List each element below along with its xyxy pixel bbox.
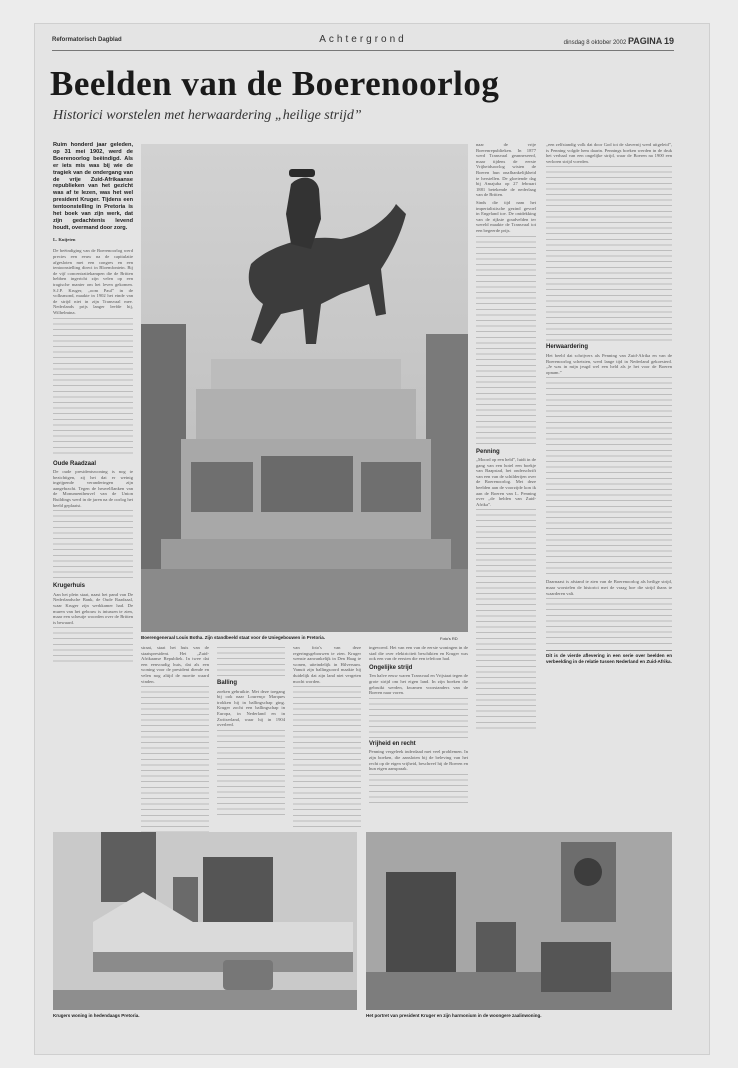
body-text: naar de vrije Boerenrepublieken. In 1877 werd Transvaal geannexeerd, maar tijdens de eerste Vrijheidsoorlog wisten de Boeren hun onafhankelijkheid te herstellen. De gloeiende dag bij Amajuba op 27 februari 1881 betekende de nederlaag van de Britten.	[476, 142, 536, 198]
text-block	[476, 509, 536, 729]
statue-caption: Boerengeneraal Louis Botha. Zijn standbeeld staat voor de Uniegebouwen in Pretoria.	[141, 635, 326, 640]
text-block	[53, 627, 133, 665]
series-footer: Dit is de vierde aflevering in een serie over beelden en verbeelding in de relatie tussen Nederland en Zuid-Afrika.	[546, 650, 672, 664]
page-label: PAGINA	[627, 36, 663, 46]
masthead	[52, 34, 674, 48]
photo-credit: Foto's RD	[440, 636, 458, 641]
column-2	[141, 645, 209, 838]
text-block	[546, 598, 672, 648]
text-block	[369, 774, 468, 804]
body-text: De oude presidentswoning is nog te bezichtigen, zij het dat er weinig ingrijpende veranderingen zijn aangebracht. Tegen de heuvelflanken van de Monumentheuvel van de Union Buildings werd in de jaren na de oorlog het beeld geplaatst.	[53, 469, 133, 508]
body-text: Aan het plein staat, naast het pand van De Nederlandsche Bank, de Oude Raadzaal, waar Kruger zijn werkkamer had. De muren van het gebouw is intussen te zien, maar een scheutje woorden over de Britten is bewaard.	[53, 591, 133, 625]
body-text: Ten halve eeuw waren Transvaal en Vrijstaat tegen de grote strijd om het eigen land. In zijn boeken die gebruikt werden, kwamen voorstanders van de Boeren naar voren.	[369, 673, 468, 696]
body-text: Het beeld dat schrijvers als Penning van Zuid-Afrika en van de Boerenoorlog schetsten, werd lange tijd in Nederland gekoesterd. „Je was in mijn jeugd wel een held als je het voor de Boeren opnam.”	[546, 352, 672, 375]
text-block	[546, 377, 672, 577]
body-text: De beëindiging van de Boerenoorlog werd precies een eeuw na de capitulatie afgesloten met een congres en een tentoonstelling direct in Bloemfontein. Bij de vijf concentratiekampen die de Britten hebben ingericht zijn velen op een tragische manier om het leven gekomen. S.J.P. Kruger, „oom Paul” in de volksmond, maakte in 1902 het einde van de strijd niet in zijn Transvaal mee. Nederlands prijs langer leefde hij, Wilhelmina.	[53, 248, 133, 315]
date-page	[564, 36, 674, 46]
subhead-herwaardering: Herwaardering	[546, 344, 589, 351]
statue-photo	[141, 144, 468, 632]
body-text: Daarnaast is afstand te zien van de Boerenoorlog als heilige strijd, maar worstelen de historici met de vraag hoe die strijd thans te waarderen valt.	[546, 579, 672, 596]
interior-illustration	[366, 832, 672, 1010]
text-block	[141, 686, 209, 836]
house-illustration	[53, 832, 357, 1010]
byline: L. Kuijeten	[53, 236, 76, 242]
text-block	[293, 686, 361, 831]
body-text: Penning vergeleek inderdaad met veel problemen. In zijn boeken, die aansloten bij de beleving van het recht op de eigen vrijheid, beschreef hij de Boeren en hun eigen aanspraak.	[369, 749, 468, 772]
column-5	[369, 645, 468, 806]
section-title: Achtergrond	[319, 34, 407, 45]
body-text: Sinds die tijd nam het imperialistische gezind gevoel in Engeland toe. De ontdekking van de rijkste goudvelden ter wereld maakte de Transvaal tot een begeerde prijs.	[476, 199, 536, 233]
article-subtitle: Historici worstelen met herwaardering „heilige strijd”	[53, 108, 362, 123]
subhead-vrijheid-en-recht: Vrijheid en recht	[369, 740, 416, 747]
body-text: „een zelfstandig volk dat door God tot de slavernij werd uitgeleid”, is Penning volgde hem daarin. Pennings boeken werden in de druk het verhaal van een ongelijke strijd, waar de Boeren na 1900 een verloren strijd voerden.	[546, 142, 672, 164]
body-text: ingevoerd. Het van een van de eerste woningen in de stad die over elektriciteit beschikten en Kruger was ook een van de eersten die een telefoon had.	[369, 645, 468, 662]
column-6	[476, 142, 536, 731]
column-1	[53, 142, 133, 667]
statue-illustration	[141, 144, 468, 632]
text-block	[217, 730, 285, 815]
text-block	[369, 698, 468, 738]
lead-paragraph: Ruim honderd jaar geleden, op 31 mei 1902, werd de Boerenoorlog beëindigd. Als er iets mis was bij wie de tragiek van de ondergang van de vrije Zuid-Afrikaanse republieken van het gezicht was af te lezen, was het wel president Kruger. Tijdens een tentoonstelling in Pretoria is het boek van zijn werk, dat zijn gedachtenis levend houdt, overmand door zorg.	[53, 142, 133, 231]
subhead-krugerhuis: Krugerhuis	[53, 583, 86, 590]
paper-name: Reformatorisch Dagblad	[52, 37, 122, 43]
column-7	[546, 142, 672, 666]
text-block	[53, 318, 133, 458]
column-3	[217, 645, 285, 817]
subhead-penning: Penning	[476, 448, 500, 455]
text-block	[217, 647, 285, 677]
article-title: Beelden van de Boerenoorlog	[50, 64, 500, 103]
body-text: straat, staat het huis van de staatspresident. Het „Zuid-Afrikaanse Republiek. In twee dat een eenvoudig huis, dat als een woning voor de president diende en velen nog altijd de moeite waard vinden.	[141, 645, 209, 684]
page-number: 19	[663, 36, 674, 46]
text-block	[546, 166, 672, 341]
column-4	[293, 645, 361, 833]
date: dinsdag 8 oktober 2002	[563, 40, 627, 46]
body-text: van foto's van deze regeringsgebouwen te zien. Kruger wenste aanvankelijk in Den Haag te wonen, uiteindelijk in Hilversum. Vanuit zijn ballingsoord maakte hij duidelijk dat zijn land niet vergeten mocht worden.	[293, 645, 361, 684]
body-text: „Moord op een held”, luidt in de gang van een hotel een boekje van Baapstad, het onderschrift van een van de schilderijen over de Boerenoorlog. Met deze beelden aan de voorzijde kon ik aan de Boeren van L. Penning over „de helden van Zuid-Afrika”.	[476, 457, 536, 507]
kruger-interior-photo	[366, 832, 672, 1010]
subhead-oude-raadzaal: Oude Raadzaal	[53, 460, 97, 467]
house-caption: Krugers woning in hedendaags Pretoria.	[53, 1013, 140, 1018]
kruger-house-photo	[53, 832, 357, 1010]
subhead-ongelijke-strijd: Ongelijke strijd	[369, 664, 413, 671]
body-text: zoeken gebruikte. Met deze toegang bij ook naar Lourenço Marques trokken hij in ballingschap ging. Kruger zocht een ballingschap in Europa, in Nederland en in Zwitserland, waar hij in 1904 overleed.	[217, 688, 285, 728]
text-block	[53, 510, 133, 580]
interior-caption: Het portret van president Kruger en zijn harmonium in de woongere zaalinwoning.	[366, 1013, 542, 1018]
text-block	[476, 236, 536, 446]
masthead-rule	[52, 50, 674, 51]
subhead-balling: Balling	[217, 680, 238, 686]
